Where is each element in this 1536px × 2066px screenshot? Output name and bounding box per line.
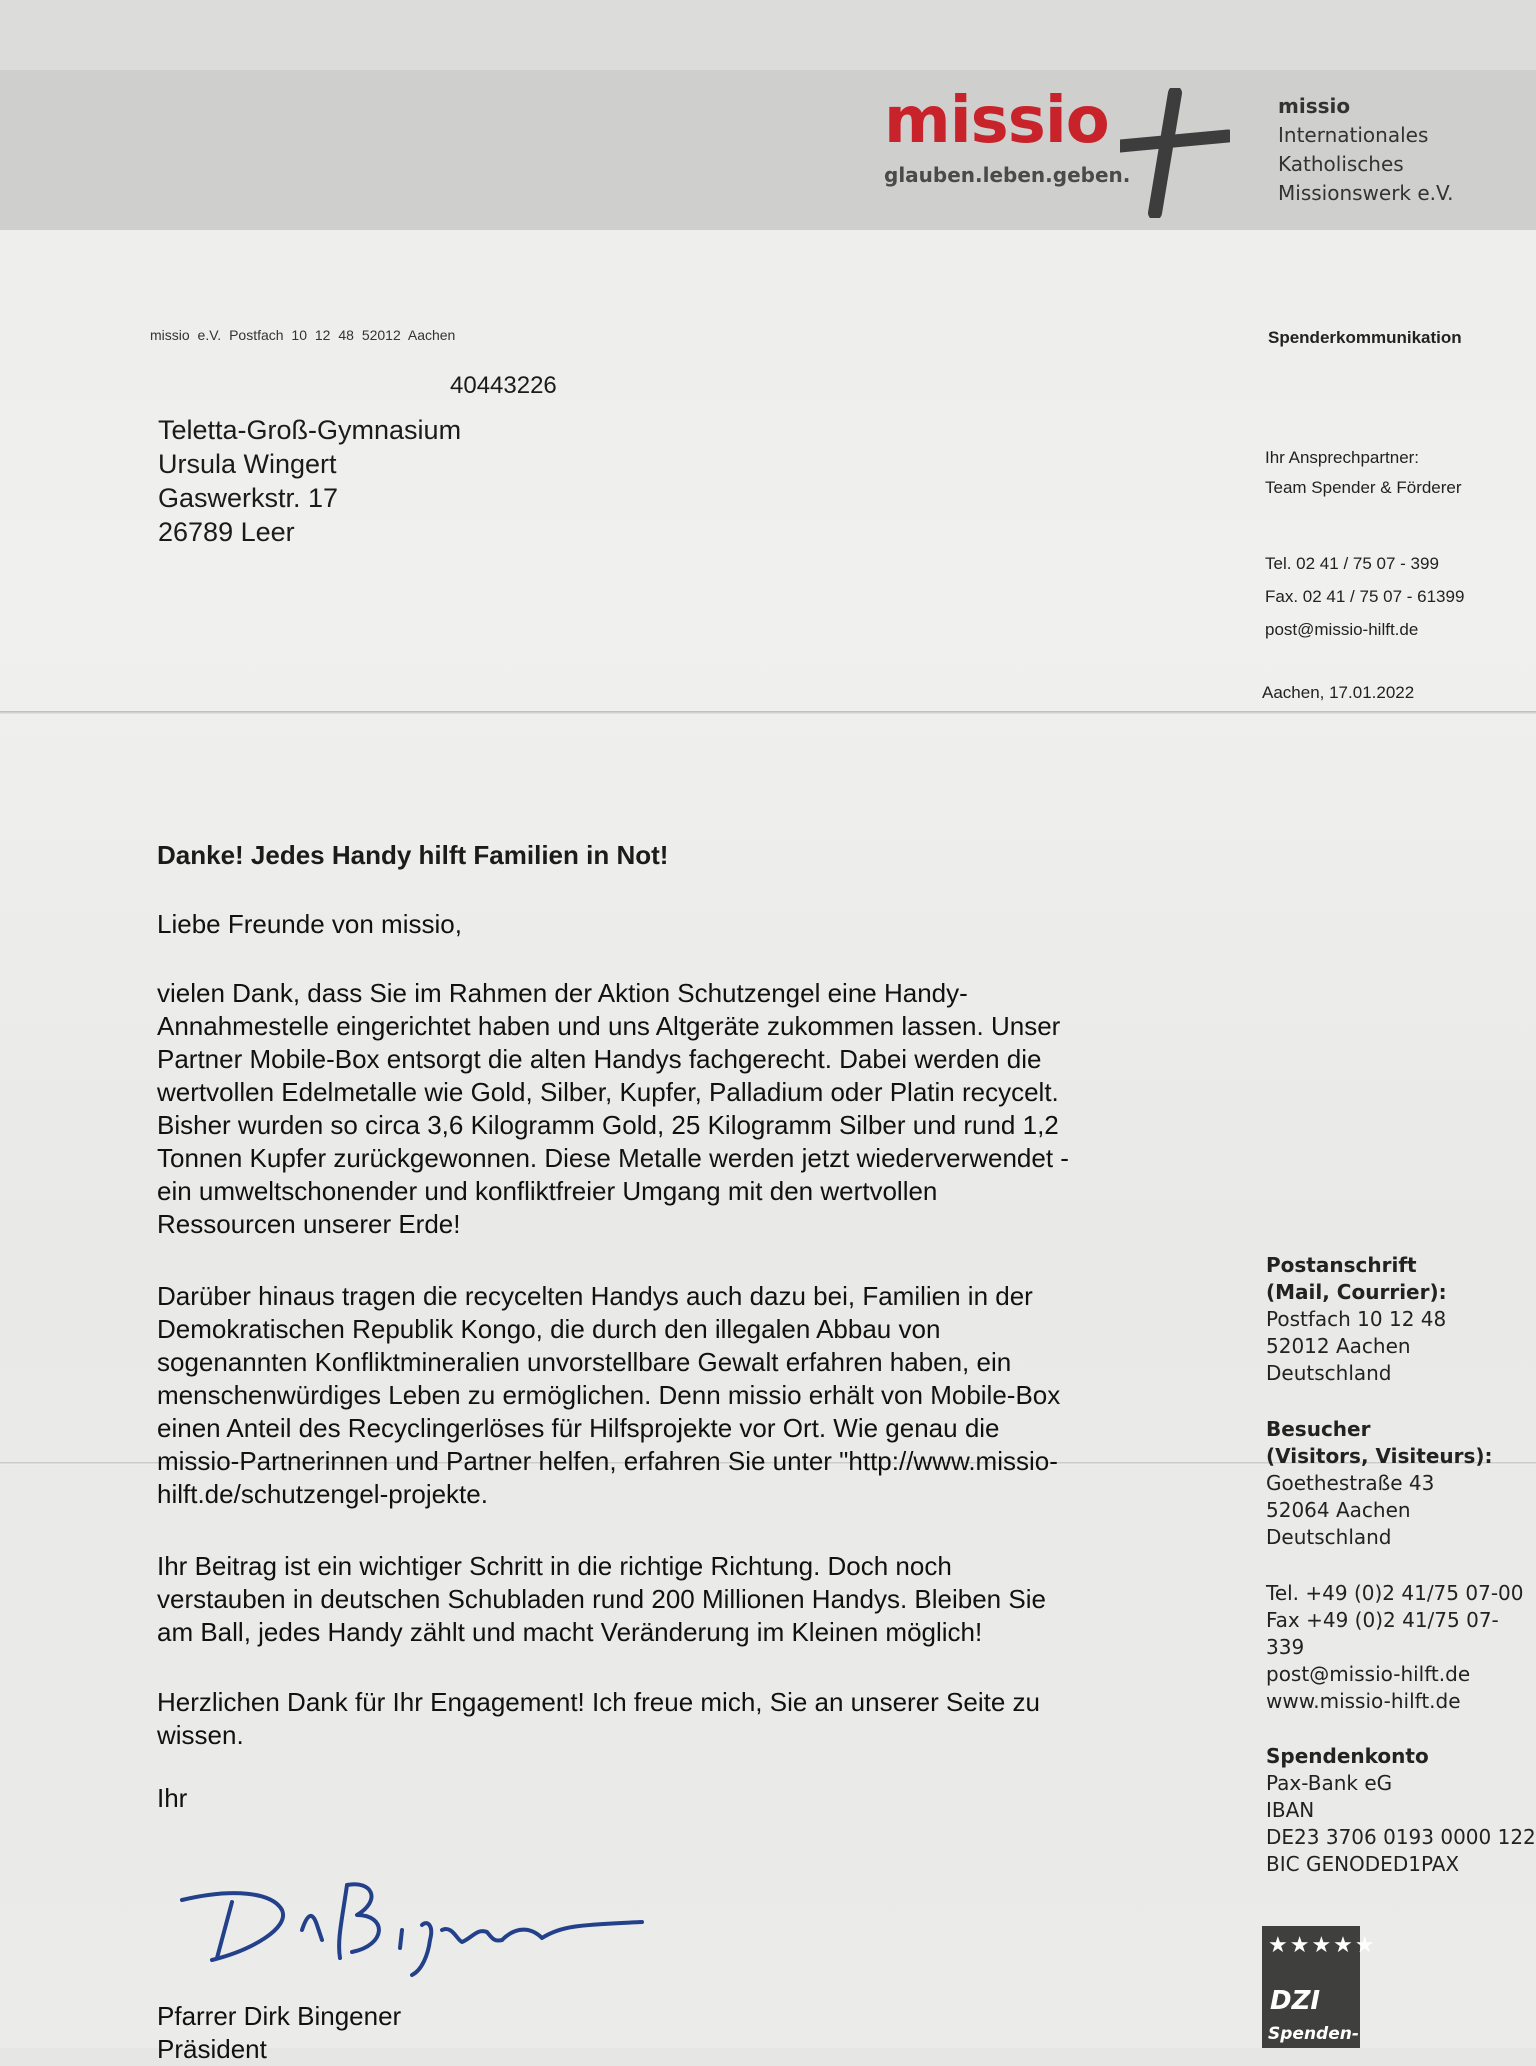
department-label: Spenderkommunikation <box>1268 328 1462 347</box>
letter-date: Aachen, 17.01.2022 <box>1262 683 1415 702</box>
paragraph-3 <box>157 1550 1237 1649</box>
body-line: einen Anteil des Recyclingerlöses für Hilfsprojekte vor Ort. Wie genau die <box>157 1413 1000 1443</box>
visitor-line: Deutschland <box>1266 1525 1392 1549</box>
bank-heading: Spendenkonto <box>1266 1744 1429 1768</box>
body-line: Darüber hinaus tragen die recycelten Handys auch dazu bei, Familien in der <box>157 1281 1033 1311</box>
website-link[interactable]: www.missio-hilft.de <box>1266 1689 1461 1713</box>
sender-return-address: missio e.V. Postfach 10 12 48 52012 Aachen <box>150 327 456 343</box>
contact-fax: Fax. 02 41 / 75 07 - 61399 <box>1265 587 1465 606</box>
body-line: sogenannten Konfliktmineralien unvorstellbare Gewalt erfahren haben, ein <box>157 1347 1012 1377</box>
salutation <box>157 908 1237 941</box>
visitor-heading: Besucher <box>1266 1417 1371 1441</box>
body-line: ein umweltschonender und konfliktfreier Umgang mit den wertvollen <box>157 1176 938 1206</box>
contact-details <box>1265 547 1464 646</box>
recipient-address <box>158 413 461 549</box>
body-line: verstauben in deutschen Schubladen rund 200 Millionen Handys. Bleiben Sie <box>157 1584 1046 1614</box>
email-link[interactable]: post@missio-hilft.de <box>1266 1662 1471 1686</box>
bank-line: BIC GENODED1PAX <box>1266 1852 1460 1876</box>
recipient-line: Ursula Wingert <box>158 449 337 479</box>
paragraph-2 <box>157 1280 1237 1511</box>
paragraph-4 <box>157 1686 1237 1752</box>
logo-slogan: glauben.leben.geben. <box>884 163 1131 187</box>
body-line: Tonnen Kupfer zurückgewonnen. Diese Metalle werden jetzt wiederverwendet - <box>157 1143 1069 1173</box>
visitor-subheading: (Visitors, Visiteurs): <box>1266 1444 1493 1468</box>
body-line: wissen. <box>157 1720 244 1750</box>
postal-line: Postfach 10 12 48 <box>1266 1307 1447 1331</box>
salutation-line: Liebe Freunde von missio, <box>157 909 462 939</box>
cross-logo-icon <box>1120 88 1230 218</box>
body-line: Ressourcen unserer Erde! <box>157 1209 461 1239</box>
signatory-title: Präsident <box>157 2034 267 2064</box>
fax-line: Fax +49 (0)2 41/75 07-339 <box>1266 1608 1499 1659</box>
recipient-line: Gaswerkstr. 17 <box>158 483 339 513</box>
closing <box>157 1782 1237 1815</box>
body-line: hilft.de/schutzengel-projekte. <box>157 1479 488 1509</box>
contact-label: Ihr Ansprechpartner: <box>1265 448 1420 467</box>
postal-heading: Postanschrift <box>1266 1253 1417 1277</box>
organization-name <box>1278 92 1454 208</box>
bank-line: IBAN <box>1266 1798 1315 1822</box>
org-line: Katholisches <box>1278 152 1404 176</box>
postal-line: Deutschland <box>1266 1361 1392 1385</box>
closing-line: Ihr <box>157 1783 188 1813</box>
dzi-subtitle: Spenden- <box>1268 2024 1359 2044</box>
fold-line <box>0 711 1536 715</box>
letter-subject: Danke! Jedes Handy hilft Familien in Not! <box>157 840 669 870</box>
star-icon: ★★★★★ <box>1268 1932 1377 1957</box>
recipient-line: 26789 Leer <box>158 517 295 547</box>
body-line: menschenwürdiges Leben zu ermöglichen. Denn missio erhält von Mobile-Box <box>157 1380 1061 1410</box>
bank-block <box>1266 1743 1536 1878</box>
body-line: am Ball, jedes Handy zählt und macht Veränderung im Kleinen möglich! <box>157 1617 983 1647</box>
signatory <box>157 2000 1237 2066</box>
postal-address-block <box>1266 1252 1447 1387</box>
postal-line: 52012 Aachen <box>1266 1334 1411 1358</box>
body-line: wertvollen Edelmetalle wie Gold, Silber, Kupfer, Palladium oder Platin recycelt. <box>157 1077 1059 1107</box>
phone-line: Tel. +49 (0)2 41/75 07-00 <box>1266 1581 1524 1605</box>
body-line: Ihr Beitrag ist ein wichtiger Schritt in die richtige Richtung. Doch noch <box>157 1551 952 1581</box>
body-line: missio-Partnerinnen und Partner helfen, erfahren Sie unter "http://www.missio- <box>157 1446 1058 1476</box>
org-line: Missionswerk e.V. <box>1278 181 1454 205</box>
body-line: Partner Mobile-Box entsorgt die alten Handys fachgerecht. Dabei werden die <box>157 1044 1042 1074</box>
contact-email[interactable]: post@missio-hilft.de <box>1265 620 1419 639</box>
recipient-line: Teletta-Groß-Gymnasium <box>158 415 462 445</box>
missio-logo-word: missio <box>884 84 1109 158</box>
contact-person <box>1265 443 1462 503</box>
dzi-title: DZI <box>1270 1986 1321 2016</box>
body-line: Herzlichen Dank für Ihr Engagement! Ich freue mich, Sie an unserer Seite zu <box>157 1687 1040 1717</box>
body-line: Annahmestelle eingerichtet haben und uns Altgeräte zukommen lassen. Unser <box>157 1011 1061 1041</box>
signatory-name: Pfarrer Dirk Bingener <box>157 2001 402 2031</box>
contact-tel: Tel. 02 41 / 75 07 - 399 <box>1265 554 1439 573</box>
visitor-line: 52064 Aachen <box>1266 1498 1411 1522</box>
org-line: Internationales <box>1278 123 1429 147</box>
visitor-address-block <box>1266 1416 1493 1551</box>
phone-block <box>1266 1580 1536 1715</box>
body-line: Bisher wurden so circa 3,6 Kilogramm Gold, 25 Kilogramm Silber und rund 1,2 <box>157 1110 1059 1140</box>
body-line: vielen Dank, dass Sie im Rahmen der Aktion Schutzengel eine Handy- <box>157 978 968 1008</box>
dzi-seal <box>1262 1926 1377 2048</box>
org-line: missio <box>1278 94 1351 118</box>
signature-icon <box>172 1870 652 1980</box>
reference-number: 40443226 <box>450 372 557 399</box>
postal-subheading: (Mail, Courrier): <box>1266 1280 1447 1304</box>
body-line: Demokratischen Republik Kongo, die durch den illegalen Abbau von <box>157 1314 941 1344</box>
contact-team: Team Spender & Förderer <box>1265 478 1462 497</box>
bank-line: Pax-Bank eG <box>1266 1771 1393 1795</box>
bank-line: DE23 3706 0193 0000 122 <box>1266 1825 1536 1849</box>
visitor-line: Goethestraße 43 <box>1266 1471 1435 1495</box>
paragraph-1 <box>157 977 1237 1241</box>
page-top-shadow <box>0 0 1536 70</box>
